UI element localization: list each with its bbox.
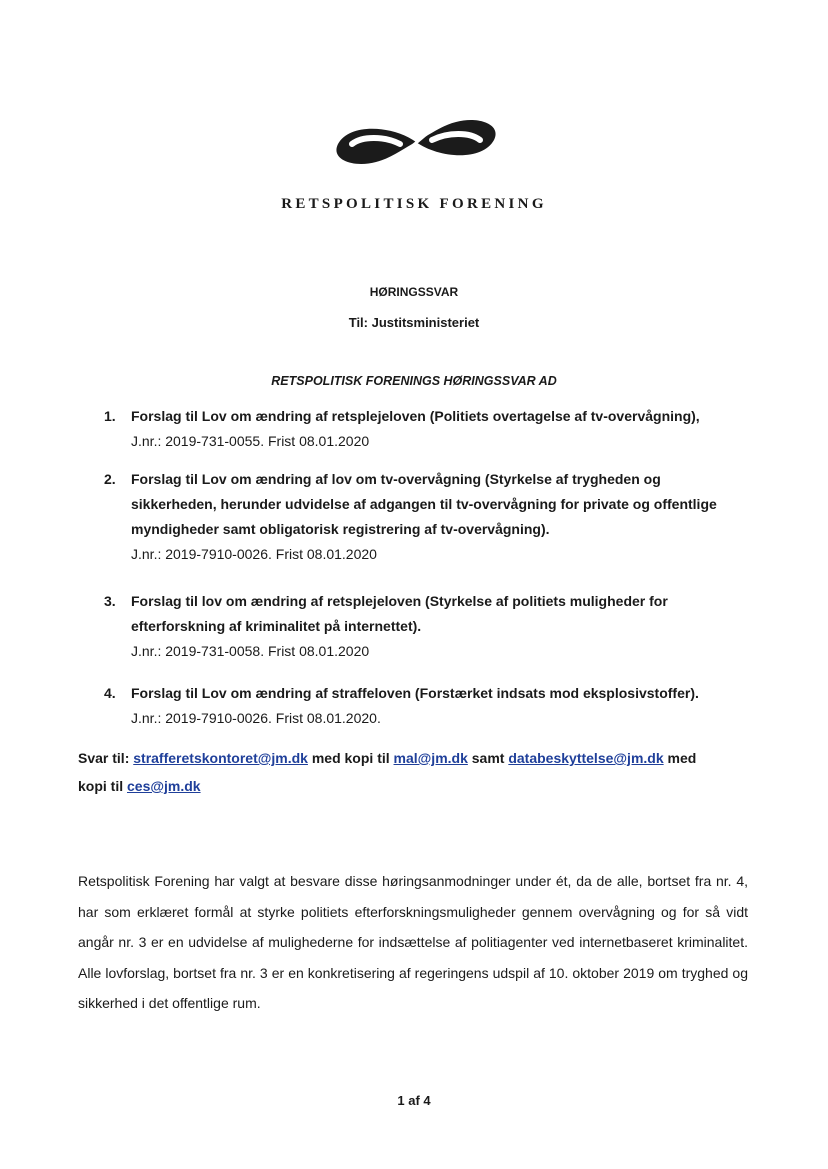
reply-prefix: Svar til: bbox=[78, 750, 134, 766]
list-item-text: Forslag til Lov om ændring af retsplejeloven (Politiets overtagelse af tv-overvågning), bbox=[131, 408, 700, 424]
list-item-text: myndigheder samt obligatorisk registrering af tv-overvågning). bbox=[131, 521, 550, 537]
email-link-databeskyttelse[interactable]: databeskyttelse@jm.dk bbox=[508, 750, 664, 766]
reply-text: med bbox=[663, 750, 697, 766]
reply-text: samt bbox=[467, 750, 509, 766]
email-link-mal[interactable]: mal@jm.dk bbox=[393, 750, 468, 766]
list-item-number: 2. bbox=[104, 471, 116, 487]
case-number: J.nr.: 2019-7910-0026. Frist 08.01.2020. bbox=[131, 710, 381, 726]
email-link-ces[interactable]: ces@jm.dk bbox=[127, 778, 201, 794]
reply-text: med kopi til bbox=[307, 750, 394, 766]
document-title: HØRINGSSVAR bbox=[369, 285, 459, 299]
infinity-logo-icon bbox=[328, 112, 504, 172]
list-item-text: Forslag til Lov om ændring af straffeloven (Forstærket indsats mod eksplosivstoffer). bbox=[131, 685, 699, 701]
organization-name: RETSPOLITISK FORENING bbox=[281, 196, 547, 212]
list-item-number: 1. bbox=[104, 408, 116, 424]
case-number: J.nr.: 2019-731-0058. Frist 08.01.2020 bbox=[131, 643, 370, 659]
case-number: J.nr.: 2019-731-0055. Frist 08.01.2020 bbox=[131, 433, 370, 449]
list-item-text: Forslag til Lov om ændring af lov om tv-overvågning (Styrkelse af trygheden og bbox=[131, 471, 661, 487]
reply-to-block bbox=[78, 750, 696, 806]
list-item-text: Forslag til lov om ændring af retsplejeloven (Styrkelse af politiets muligheder for bbox=[131, 593, 668, 609]
consultation-heading: RETSPOLITISK FORENINGS HØRINGSSVAR AD bbox=[271, 374, 557, 388]
case-number: J.nr.: 2019-7910-0026. Frist 08.01.2020 bbox=[131, 546, 377, 562]
email-link-strafferetskontoret[interactable]: strafferetskontoret@jm.dk bbox=[133, 750, 308, 766]
page-number: 1 af 4 bbox=[397, 1093, 431, 1108]
recipient-line: Til: Justitsministeriet bbox=[348, 315, 480, 330]
list-item-number: 4. bbox=[104, 685, 116, 701]
list-item-text: sikkerheden, herunder udvidelse af adgangen til tv-overvågning for private og offentlige bbox=[131, 496, 717, 512]
reply-text: kopi til bbox=[78, 778, 127, 794]
list-item-text: efterforskning af kriminalitet på internettet). bbox=[131, 618, 422, 634]
body-paragraph: Retspolitisk Forening har valgt at besvare disse høringsanmodninger under ét, da de alle, bortset fra nr. 4, har som erklæret formål at styrke politiets efterforskningsmuligheder gennem overvågning og for så vidt angår nr. 3 er en udvidelse af mulighederne for indsættelse af politiagenter ved internetbaseret kriminalitet. Alle lovforslag, bortset fra nr. 3 er en konkretisering af regeringens udspil af 10. oktober 2019 om tryghed og sikkerhed i det offentlige rum. bbox=[78, 873, 748, 1011]
list-item-number: 3. bbox=[104, 593, 116, 609]
